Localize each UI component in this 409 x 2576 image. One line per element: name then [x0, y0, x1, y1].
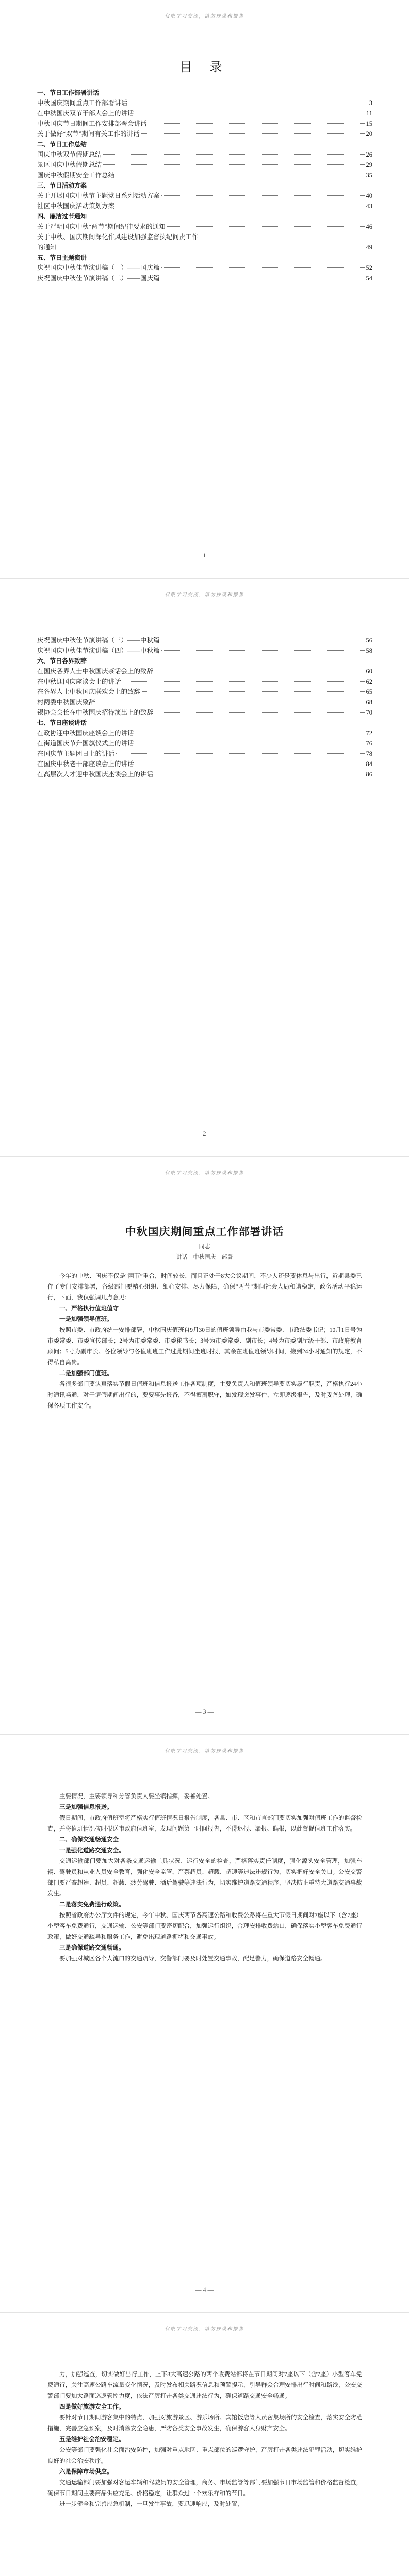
toc-entry[interactable] [37, 242, 372, 252]
toc-section-heading [37, 718, 372, 728]
toc-page-number: 68 [366, 699, 372, 706]
toc-entry[interactable] [37, 749, 372, 759]
toc-dot-leader [116, 753, 364, 754]
toc-entry-title: 关于开展国庆中秋节主题党日系列活动方案 [37, 192, 160, 199]
toc-entry-title: 中秋国庆期间重点工作部署讲话 [37, 99, 128, 107]
toc-page-number: 11 [366, 110, 372, 117]
toc-dot-leader [155, 712, 364, 713]
toc-page-number: 65 [366, 688, 372, 696]
toc-page-number: 78 [366, 750, 372, 757]
body-paragraph: 主要情况，主要领导和分管负责人要坐镇指挥，妥善处置。 [59, 1793, 214, 1800]
toc-entry-title: 在政协迎中秋国庆座谈会上的讲话 [37, 730, 134, 737]
toc-dot-leader [103, 154, 364, 155]
toc-page-number: 29 [366, 161, 372, 168]
toc-section-heading [37, 656, 372, 666]
toc-entry-title: 关于做好“双节”期间有关工作的讲话 [37, 130, 140, 138]
toc-entry[interactable] [37, 769, 372, 779]
article-body [47, 1271, 362, 1412]
toc-page-number: 52 [366, 264, 372, 272]
toc-entry-title: 在街道国庆节升国旗仪式上的讲话 [37, 740, 134, 747]
toc-entry[interactable] [37, 676, 372, 687]
toc-section-heading [37, 139, 372, 149]
article-source: 同志 [199, 1244, 210, 1250]
toc-entry[interactable] [37, 191, 372, 201]
toc-entry-title: 国庆中秋双节假期总结 [37, 151, 102, 158]
subsection-heading: 一是强化道路交通安全。 [59, 1848, 125, 1854]
toc-section-heading [37, 252, 372, 263]
toc-page-number: 60 [366, 668, 372, 675]
toc-entry[interactable] [37, 646, 372, 656]
page-number: — 3 — [195, 1708, 214, 1715]
body-paragraph: 要针对节日期间游客集中的特点，加强对旅游景区、游乐场所、宾馆饭店等人员密集场所的安全检查，落实安全防范措施，完善应急预案，及时消除安全隐患，严防各类安全事故发生，确保游客人身财产安全。 [47, 2415, 362, 2432]
toc-dot-leader [161, 267, 365, 268]
page-2 [0, 578, 409, 1156]
toc-page-number: 62 [366, 678, 372, 685]
toc-entry-title: 五、节日主题演讲 [37, 254, 87, 261]
toc-dot-leader [167, 226, 365, 227]
toc-section-heading [37, 180, 372, 191]
page-header-tagline: 仅限学习交流，请勿抄袭和搬售 [165, 2327, 244, 2332]
toc-entry-title: 在各界人士中秋国庆联欢会上的致辞 [37, 688, 141, 696]
subsection-heading: 二是落实免费通行政策。 [59, 1902, 125, 1908]
page-number: — 1 — [195, 552, 214, 559]
section-heading: 一、严格执行值班值守 [59, 1306, 119, 1312]
toc-page-number: 58 [366, 647, 372, 654]
toc-entry-title: 的通知 [37, 244, 57, 251]
toc-entry[interactable] [37, 98, 372, 108]
body-paragraph: 今年的中秋、国庆不仅是“两节”重合，时间较长，而且正处于8大会议期间，不少人还是要休息与出行，近期县委已作了专门安排部署，各级部门要精心组织、细心安排、尽力保障，确保“两节”期间社会大局和谐稳定，政务活动平稳运行，下面，我仅强调几点意见： [47, 1273, 362, 1301]
toc-dot-leader [149, 123, 365, 124]
toc-entry-title: 景区国庆中秋假期总结 [37, 161, 102, 168]
subsection-heading: 一是加强领导值班。 [59, 1316, 113, 1323]
toc-page-number: 56 [366, 637, 372, 644]
article-body [47, 2369, 362, 2510]
toc-page-number: 72 [366, 730, 372, 737]
toc-entry-title: 中秋国庆节日期间工作安排部署会讲话 [37, 120, 147, 127]
toc-entry-title: 在中秋迎国庆座谈会上的讲话 [37, 678, 121, 685]
page-header-tagline: 仅限学习交流，请勿抄袭和搬售 [165, 592, 244, 598]
article-body [47, 1791, 362, 1964]
page-header-tagline: 仅限学习交流，请勿抄袭和搬售 [165, 1749, 244, 1754]
toc-entry[interactable] [37, 201, 372, 211]
toc-entry[interactable] [37, 687, 372, 697]
body-paragraph: 交通运输部门要加强对客运车辆和驾驶员的安全管理，商务、市场监管等部门要加强节日市场监管和价格监督检查，确保节日期间主要商品供应充足、价格稳定，让群众过一个欢乐祥和的节日。 [47, 2480, 362, 2497]
toc-entry[interactable] [37, 232, 372, 242]
toc-entry[interactable] [37, 273, 372, 283]
toc-entry[interactable] [37, 738, 372, 749]
toc-entry-title: 在国庆节主题团日上的讲话 [37, 750, 115, 757]
page-header-tagline: 仅限学习交流，请勿抄袭和搬售 [165, 14, 244, 19]
toc-entry[interactable] [37, 149, 372, 160]
toc-section-heading [37, 211, 372, 222]
section-heading: 二、确保交通畅通安全 [59, 1837, 119, 1843]
toc-entry-title: 四、廉洁过节通知 [37, 213, 87, 220]
toc-page-number: 84 [366, 760, 372, 768]
toc-page-number: 15 [366, 120, 372, 127]
body-paragraph: 交通运输部门要加大对各条交通运输工具状况、运行安全的检查，严格落实责任制度，强化源头安全管理，加强车辆、驾驶员和从业人员安全教育，强化安全监管，严禁超员、超载、超速等违法违规行为，切实把好安全关口。公安交警部门要严查超速、超员、超载、疲劳驾驶、酒后驾驶等违法行为，切实维护道路交通秩序，坚决防止重特大道路交通事故发生。 [47, 1858, 362, 1897]
toc-title: 目 录 [179, 61, 230, 74]
toc-entry-title: 关于中秋、国庆期间深化作风建设加强监督执纪问责工作 [37, 233, 199, 241]
toc-entry-title: 国庆中秋假期安全工作总结 [37, 172, 115, 179]
toc-page-number: 40 [366, 192, 372, 199]
page-1 [0, 0, 409, 578]
toc-entry-title: 社区中秋国庆活动策划方案 [37, 202, 115, 210]
toc-entry-title: 在国庆各界人士中秋国庆茶话会上的致辞 [37, 668, 154, 675]
toc-list-continued [37, 635, 372, 779]
body-paragraph: 公安等部门要强化社会面治安防控，加强对重点地区、重点部位的巡逻守护，严厉打击各类违法犯罪活动，切实维护良好的社会治安秩序。 [47, 2447, 362, 2464]
page-number: — 2 — [195, 1130, 214, 1137]
body-paragraph: 假日期间，市政府值班室将严格实行值班情况日报告制度，各县、市、区和市直部门要切实加强对值班工作的监督检查，并将值班情况按时报送市政府值班室，发现问题第一时间报告，不得迟报、漏报、瞒报，以此督促值班工作落实。 [47, 1815, 362, 1832]
body-paragraph: 进一步健全和完善应急机制，一旦发生事故，要迅速响应，及时处置， [59, 2501, 243, 2507]
toc-entry-title: 二、节日工作总结 [37, 141, 87, 148]
page-header-tagline: 仅限学习交流，请勿抄袭和搬售 [165, 1171, 244, 1176]
toc-dot-leader [103, 164, 364, 165]
toc-entry-title: 在国庆中秋老干部座谈会上的讲话 [37, 760, 134, 768]
toc-page-number: 20 [366, 130, 372, 138]
toc-page-number: 54 [366, 275, 372, 282]
toc-dot-leader [123, 681, 365, 682]
toc-dot-leader [161, 650, 365, 651]
page-5 [0, 2312, 409, 2576]
toc-list [37, 88, 372, 283]
toc-page-number: 3 [369, 99, 372, 107]
page-3 [0, 1156, 409, 1734]
toc-entry[interactable] [37, 707, 372, 718]
toc-entry[interactable] [37, 728, 372, 738]
subsection-heading: 三是确保道路交通畅通。 [59, 1945, 125, 1951]
toc-page-number: 76 [366, 740, 372, 747]
page-number: — 4 — [195, 2286, 214, 2293]
subsection-heading: 五是维护社会治安稳定。 [59, 2436, 125, 2443]
toc-entry[interactable] [37, 697, 372, 707]
toc-entry-title: 庆祝国庆中秋佳节演讲稿（三）——中秋篇 [37, 637, 160, 644]
toc-entry-title: 庆祝国庆中秋佳节演讲稿（二）——国庆篇 [37, 275, 160, 282]
subsection-heading: 四是做好旅游安全工作。 [59, 2404, 125, 2410]
subsection-heading: 六是保障市场供应。 [59, 2469, 113, 2475]
toc-entry[interactable] [37, 170, 372, 180]
toc-entry[interactable] [37, 635, 372, 646]
toc-page-number: 46 [366, 223, 372, 230]
toc-dot-leader [142, 691, 364, 692]
body-paragraph: 按照省政府办公厅文件的规定，今年中秋、国庆两节各高速公路和收费公路将在重大节假日期间对7座以下（含7座）小型客车免费通行，交通运输、公安等部门要密切配合，加强运行组织，合理安排收费站口，确保落实小型客车免费通行政策，做好交通疏导和服务工作，避免出现道路拥堵和交通事故。 [47, 1912, 362, 1940]
toc-entry[interactable] [37, 108, 372, 118]
toc-entry-title: 六、节日各界致辞 [37, 657, 87, 665]
toc-entry-title: 庆祝国庆中秋佳节演讲稿（一）——国庆篇 [37, 264, 160, 272]
body-paragraph: 按照市委、市政府统一安排部署，中秋国庆值班自9月30日的值班领导由我与市委常委、市政法委书记；10月1日号为市委常委、市委宣传部长；2号为市委常委、市委秘书长；3号为市委常委、副市长；4号为市委副厅级干部、市政府教育顾问；5号为副市长、各位领导与各值班班工作过此期间坐班时报，其余在班值班领导时间，接到24小时通知的规定，不得私自离岗。 [47, 1327, 362, 1366]
toc-entry[interactable] [37, 129, 372, 139]
toc-entry-title: 银协会会长在中秋国庆招待演出上的致辞 [37, 709, 154, 716]
body-paragraph: 要加强对城区各个人流口的交通疏导，交警部门要及时处置交通事故，配足警力，确保道路安全畅通。 [59, 1956, 326, 1962]
toc-entry-title: 在高层次人才迎中秋国庆座谈会上的讲话 [37, 771, 154, 778]
toc-entry-title: 一、节日工作部署讲话 [37, 89, 100, 96]
body-paragraph: 力，加强巡查，切实做好出行工作，上下8大高速公路的两个收费站都将在节日期间对7座以下（含7座）小型客车免费通行，关注高速公路车流量变化情况，及时发布相关路况信息和预警提示，引导群众合理安排出行时间和路线，公安交警部门要加大路面巡逻管控力度，依法严厉打击各类交通违法行为，确保道路交通安全畅通。 [47, 2371, 362, 2399]
toc-dot-leader [141, 133, 365, 134]
toc-page-number: 26 [366, 151, 372, 158]
toc-entry[interactable] [37, 222, 372, 232]
toc-page-number: 70 [366, 709, 372, 716]
toc-entry[interactable] [37, 160, 372, 170]
toc-entry[interactable] [37, 759, 372, 769]
toc-entry-title: 七、节日座谈讲话 [37, 719, 87, 726]
subsection-heading: 二是加强部门值班。 [59, 1370, 113, 1377]
article-topics: 讲话 中秋国庆 部署 [176, 1254, 233, 1260]
toc-dot-leader [161, 195, 365, 196]
toc-page-number: 35 [366, 172, 372, 179]
toc-section-heading [37, 88, 372, 98]
toc-entry-title: 村两委中秋国庆致辞 [37, 699, 95, 706]
article-title: 中秋国庆期间重点工作部署讲话 [125, 1226, 284, 1238]
toc-entry-title: 三、节日活动方案 [37, 182, 87, 189]
toc-entry-title: 在中秋国庆双节干部大会上的讲话 [37, 110, 134, 117]
toc-page-number: 49 [366, 244, 372, 251]
toc-page-number: 86 [366, 771, 372, 778]
page-4 [0, 1734, 409, 2312]
toc-entry-title: 关于严明国庆中秋“两节”期间纪律要求的通知 [37, 223, 166, 230]
body-paragraph: 各很多部门要认真落实节假日值班和信息报送工作各项制度，主要负责人和值班领导要切实履行职责，严格执行24小时通讯畅通，对于请假期间出行的，要要事先报备，不得擅离职守，如发现突发事件，立即逐级报告，及时妥善处理，确保各项工作安全。 [47, 1381, 362, 1409]
toc-entry[interactable] [37, 263, 372, 273]
toc-entry[interactable] [37, 666, 372, 676]
toc-entry[interactable] [37, 118, 372, 129]
toc-entry-title: 庆祝国庆中秋佳节演讲稿（四）——中秋篇 [37, 647, 160, 654]
toc-page-number: 43 [366, 202, 372, 210]
subsection-heading: 三是加强信息报送。 [59, 1804, 113, 1810]
